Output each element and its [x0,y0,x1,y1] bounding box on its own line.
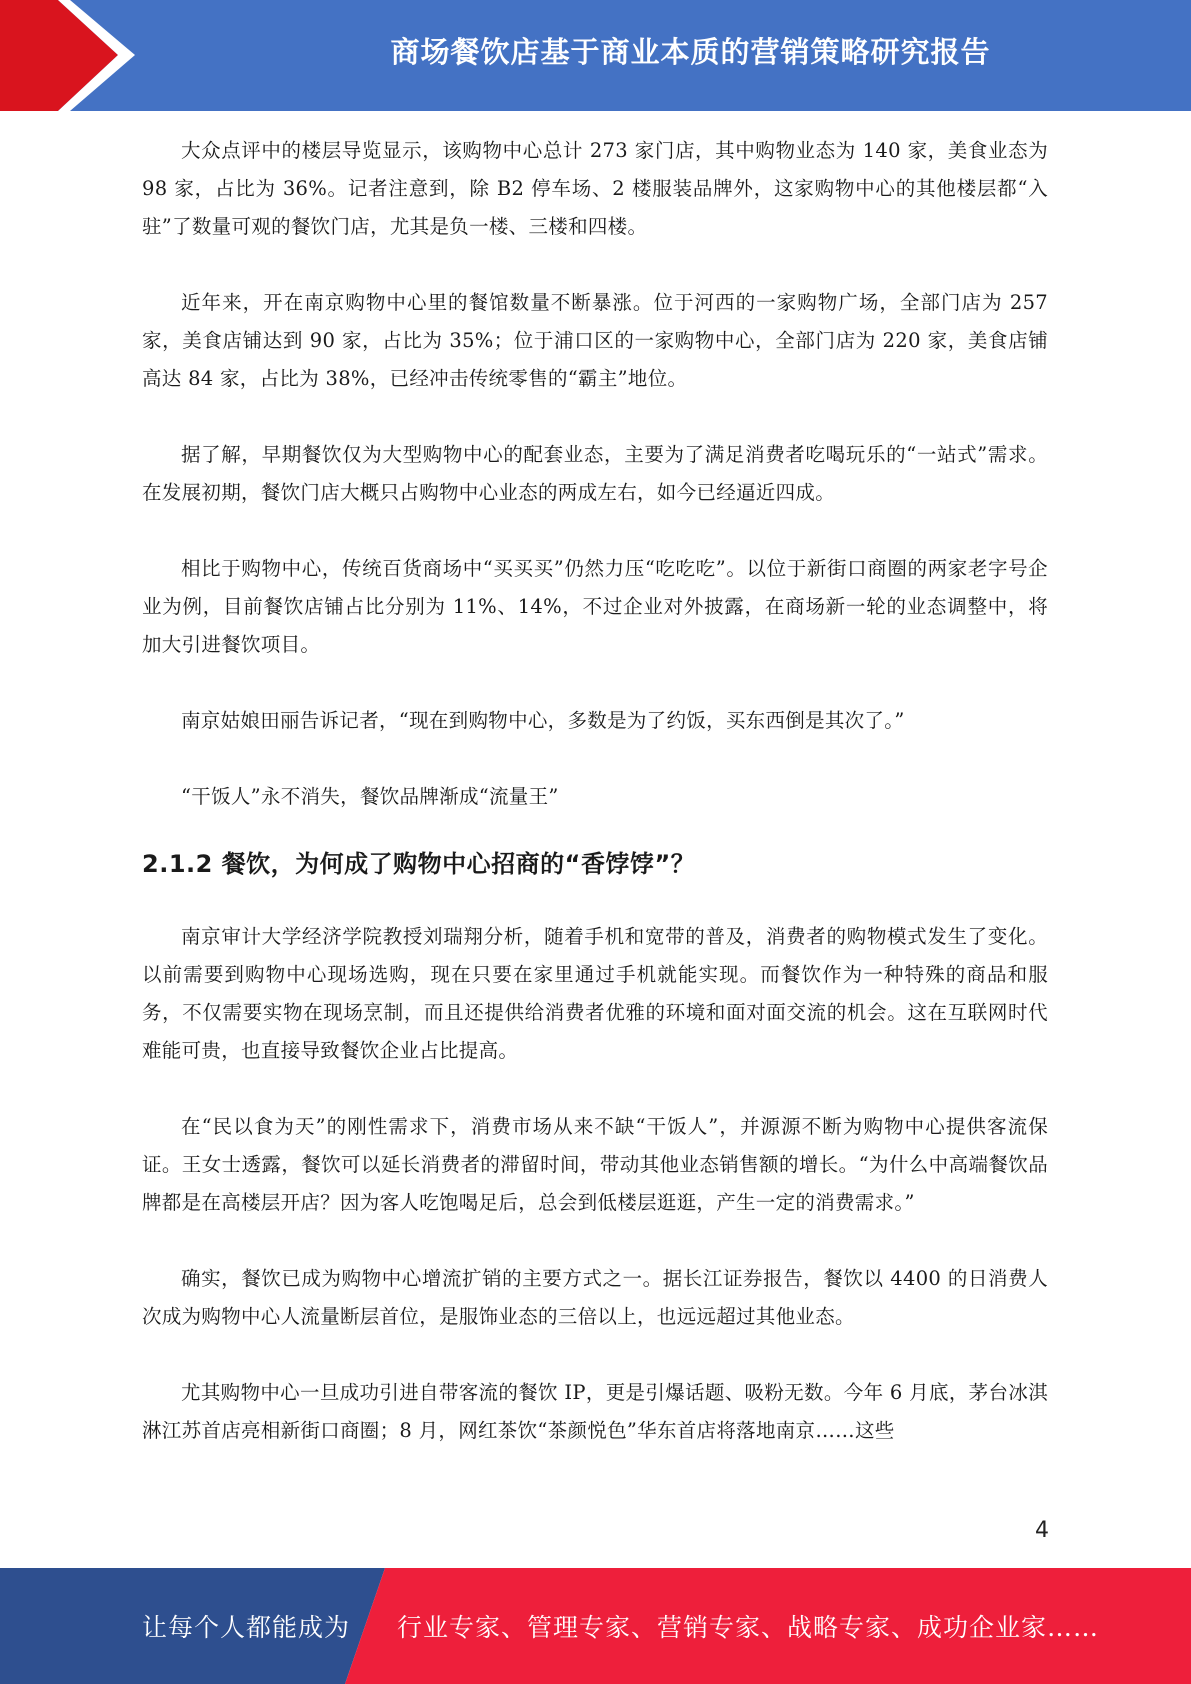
paragraph: 大众点评中的楼层导览显示，该购物中心总计 273 家门店，其中购物业态为 140 家，美食业态为 98 家，占比为 36%。记者注意到，除 B2 停车场、2 楼服装品牌外，这家购物中心的其他楼层都“入驻”了数量可观的餐饮门店，尤其是负一楼、三楼和四楼。 [142,139,1048,238]
paragraph: 南京审计大学经济学院教授刘瑞翔分析，随着手机和宽带的普及，消费者的购物模式发生了变化。以前需要到购物中心现场选购，现在只要在家里通过手机就能实现。而餐饮作为一种特殊的商品和服务，不仅需要实物在现场烹制，而且还提供给消费者优雅的环境和面对面交流的机会。这在互联网时代难能可贵，也直接导致餐饮企业占比提高。 [142,925,1048,1062]
footer-slogan-left: 让每个人都能成为 [142,1613,351,1642]
paragraph: 确实，餐饮已成为购物中心增流扩销的主要方式之一。据长江证券报告，餐饮以 4400 的日消费人次成为购物中心人流量断层首位，是服饰业态的三倍以上，也远远超过其他业态。 [142,1267,1048,1328]
paragraph: 据了解，早期餐饮仅为大型购物中心的配套业态，主要为了满足消费者吃喝玩乐的“一站式”需求。在发展初期，餐饮门店大概只占购物中心业态的两成左右，如今已经逼近四成。 [142,443,1048,504]
section-heading: 2.1.2 餐饮，为何成了购物中心招商的“香饽饽”？ [142,850,696,878]
page-number: 4 [1035,1518,1049,1543]
paragraph: 尤其购物中心一旦成功引进自带客流的餐饮 IP，更是引爆话题、吸粉无数。今年 6 月底，茅台冰淇淋江苏首店亮相新街口商圈；8 月，网红茶饮“茶颜悦色”华东首店将落地南京……这些 [142,1381,1048,1442]
page-footer [0,1568,1191,1684]
paragraph: 在“民以食为天”的刚性需求下，消费市场从来不缺“干饭人”，并源源不断为购物中心提供客流保证。王女士透露，餐饮可以延长消费者的滞留时间，带动其他业态销售额的增长。“为什么中高端餐饮品牌都是在高楼层开店？因为客人吃饱喝足后，总会到低楼层逛逛，产生一定的消费需求。” [142,1115,1048,1214]
paragraph: “干饭人”永不消失，餐饮品牌渐成“流量王” [181,785,559,808]
report-title: 商场餐饮店基于商业本质的营销策略研究报告 [390,34,991,69]
chevron-arrow-icon [0,0,160,111]
paragraph: 南京姑娘田丽告诉记者，“现在到购物中心，多数是为了约饭，买东西倒是其次了。” [181,709,905,732]
page-header [0,0,1191,111]
footer-slogan-right: 行业专家、管理专家、营销专家、战略专家、成功企业家…… [397,1613,1100,1642]
paragraph: 相比于购物中心，传统百货商场中“买买买”仍然力压“吃吃吃”。以位于新街口商圈的两家老字号企业为例，目前餐饮店铺占比分别为 11%、14%，不过企业对外披露，在商场新一轮的业态调整中，将加大引进餐饮项目。 [142,557,1048,656]
document-body [142,132,1048,1450]
paragraph: 近年来，开在南京购物中心里的餐馆数量不断暴涨。位于河西的一家购物广场，全部门店为 257 家，美食店铺达到 90 家，占比为 35%；位于浦口区的一家购物中心，全部门店为 220 家，美食店铺高达 84 家，占比为 38%，已经冲击传统零售的“霸主”地位。 [142,291,1048,390]
